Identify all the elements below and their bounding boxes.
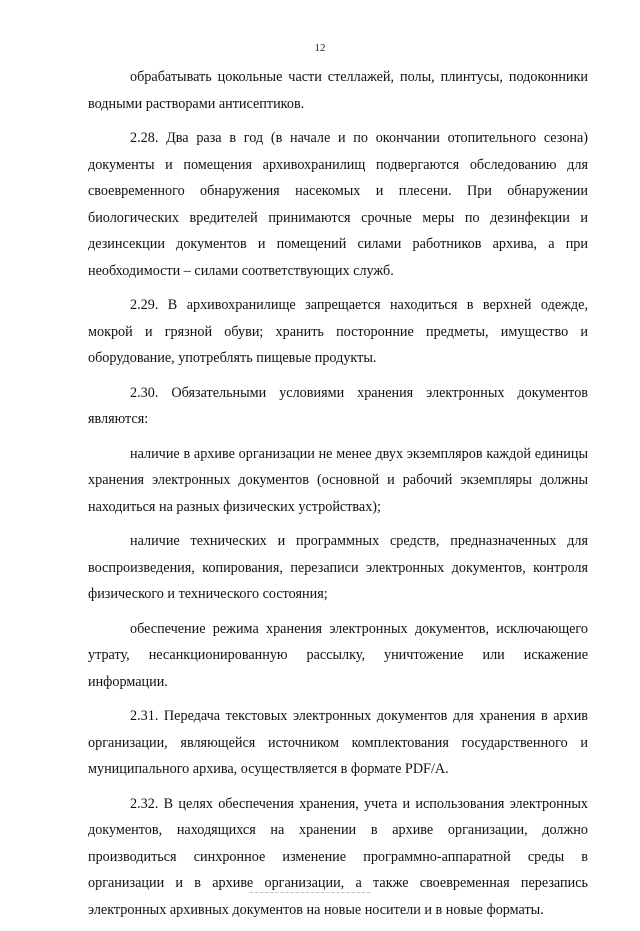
list-item-copies: наличие в архиве организации не менее двух экземпляров каждой единицы хранения электронных документов (основной и рабочий экземпляры должны находиться на разных физических устройствах);: [88, 445, 588, 515]
paragraph-2-30: 2.30. Обязательными условиями хранения электронных документов являются:: [88, 384, 588, 427]
paragraph-continuation: обрабатывать цокольные части стеллажей, полы, плинтусы, подоконники водными растворами антисептиков.: [88, 69, 588, 112]
paragraph-2-28: 2.28. Два раза в год (в начале и по окончании отопительного сезона) документы и помещения архивохранилищ подвергаются обследованию для своевременного обнаружения насекомых и плесени. При обнаружении биологических вредителей принимаются срочные меры по дезинфекции и дезинсекции документов и помещений силами работников архива, а при необходимости – силами соответствующих служб.: [88, 130, 588, 279]
scan-edge-mark: [250, 892, 370, 894]
paragraph-2-31: 2.31. Передача текстовых электронных документов для хранения в архив организации, являющейся источником комплектования государственного и муниципального архива, осуществляется в формате PDF/A.: [88, 708, 588, 777]
list-item-storage-regime: обеспечение режима хранения электронных документов, исключающего утрату, несанкционированную рассылку, уничтожение или искажение информации.: [88, 620, 588, 690]
paragraph-2-32: 2.32. В целях обеспечения хранения, учета и использования электронных документов, находящихся на хранении в архиве организации, должно производиться синхронное изменение программно-аппаратной среды в организации и в архиве организации, а также своевременная перезапись электронных архивных документов на новые носители и в новые форматы.: [88, 795, 588, 918]
list-item-technical-means: наличие технических и программных средств, предназначенных для воспроизведения, копирования, перезаписи электронных документов, контроля физического и технического состояния;: [88, 533, 588, 602]
paragraph-2-29: 2.29. В архивохранилище запрещается находиться в верхней одежде, мокрой и грязной обуви; хранить посторонние предметы, имущество и оборудование, употреблять пищевые продукты.: [88, 297, 588, 366]
document-body: [88, 64, 588, 931]
page-number: 12: [314, 42, 326, 54]
